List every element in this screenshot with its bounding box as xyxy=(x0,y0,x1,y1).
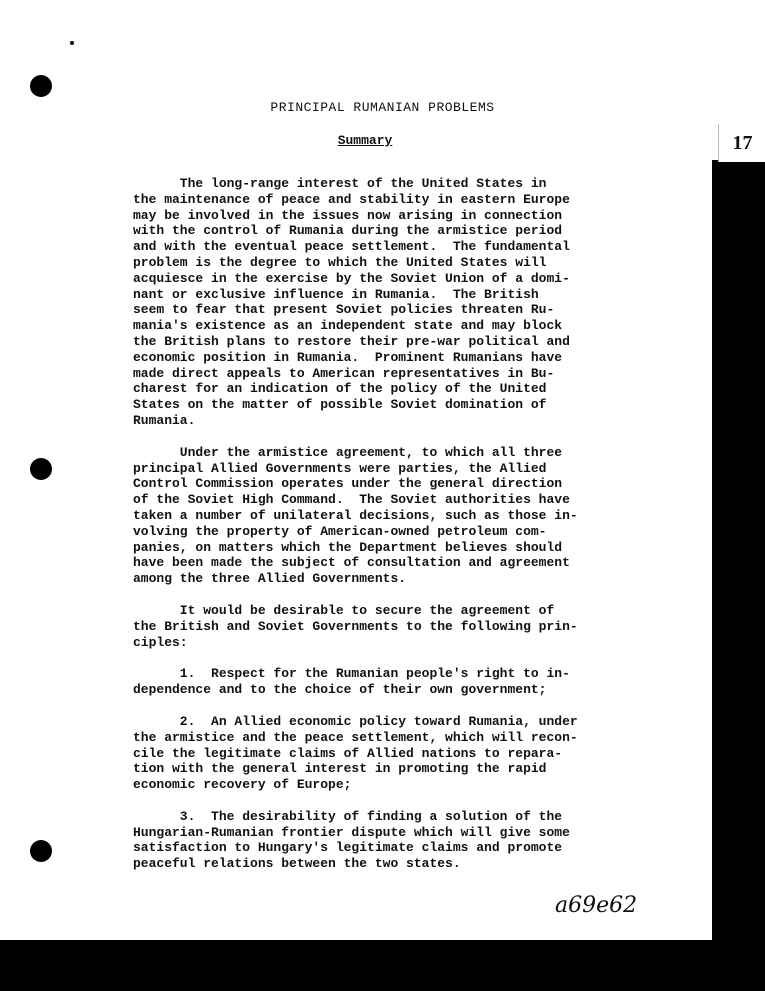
paragraph-1: The long-range interest of the United States in the maintenance of peace and stability in eastern Europe may be involved in the issues now arising in connection with the control of Rumania during the armistice period and with the eventual peace settlement. The fundamental problem is the degree to which the United States will acquiesce in the exercise by the Soviet Union of a domi- nant or exclusive influence in Rumania. The British seem to fear that present Soviet policies threaten Ru- mania's existence as an independent state and may block the British plans to restore their pre-war political and economic position in Rumania. Prominent Rumanians have made direct appeals to American representatives in Bu- charest for an indication of the policy of the United States on the matter of possible Soviet domination of Rumania. xyxy=(133,176,570,428)
handwritten-archive-note: a69e62 xyxy=(555,893,638,918)
paragraph-2: Under the armistice agreement, to which all three principal Allied Governments were parties, the Allied Control Commission operates under the general direction of the Soviet High Command. The Soviet authorities have taken a number of unilateral decisions, such as those in- volving the property of American-owned petroleum com- panies, on matters which the Department believes should have been made the subject of consultation and agreement among the three Allied Governments. xyxy=(133,444,578,587)
scan-speck xyxy=(70,41,74,45)
punch-hole-middle xyxy=(30,458,52,480)
section-heading: Summary xyxy=(337,133,393,148)
scan-edge-bottom xyxy=(0,940,765,991)
page-title: PRINCIPAL RUMANIAN PROBLEMS xyxy=(270,100,495,115)
punch-hole-bottom xyxy=(30,840,52,862)
scan-edge-right xyxy=(712,160,765,940)
punch-hole-top xyxy=(30,75,52,97)
principle-1: 1. Respect for the Rumanian people's right to in- dependence and to the choice of their own government; xyxy=(133,666,570,698)
document-body xyxy=(133,176,653,872)
page-number: 17 xyxy=(718,124,765,162)
principle-2: 2. An Allied economic policy toward Rumania, under the armistice and the peace settlement, which will recon- cile the legitimate claims of Allied nations to repara- tion with the general interest in promoting the rapid economic recovery of Europe; xyxy=(133,713,578,793)
paragraph-3: It would be desirable to secure the agreement of the British and Soviet Governments to the following prin- ciples: xyxy=(133,602,578,650)
principle-3: 3. The desirability of finding a solution of the Hungarian-Rumanian frontier dispute which will give some satisfaction to Hungary's legitimate claims and promote peaceful relations between the two states. xyxy=(133,808,570,872)
